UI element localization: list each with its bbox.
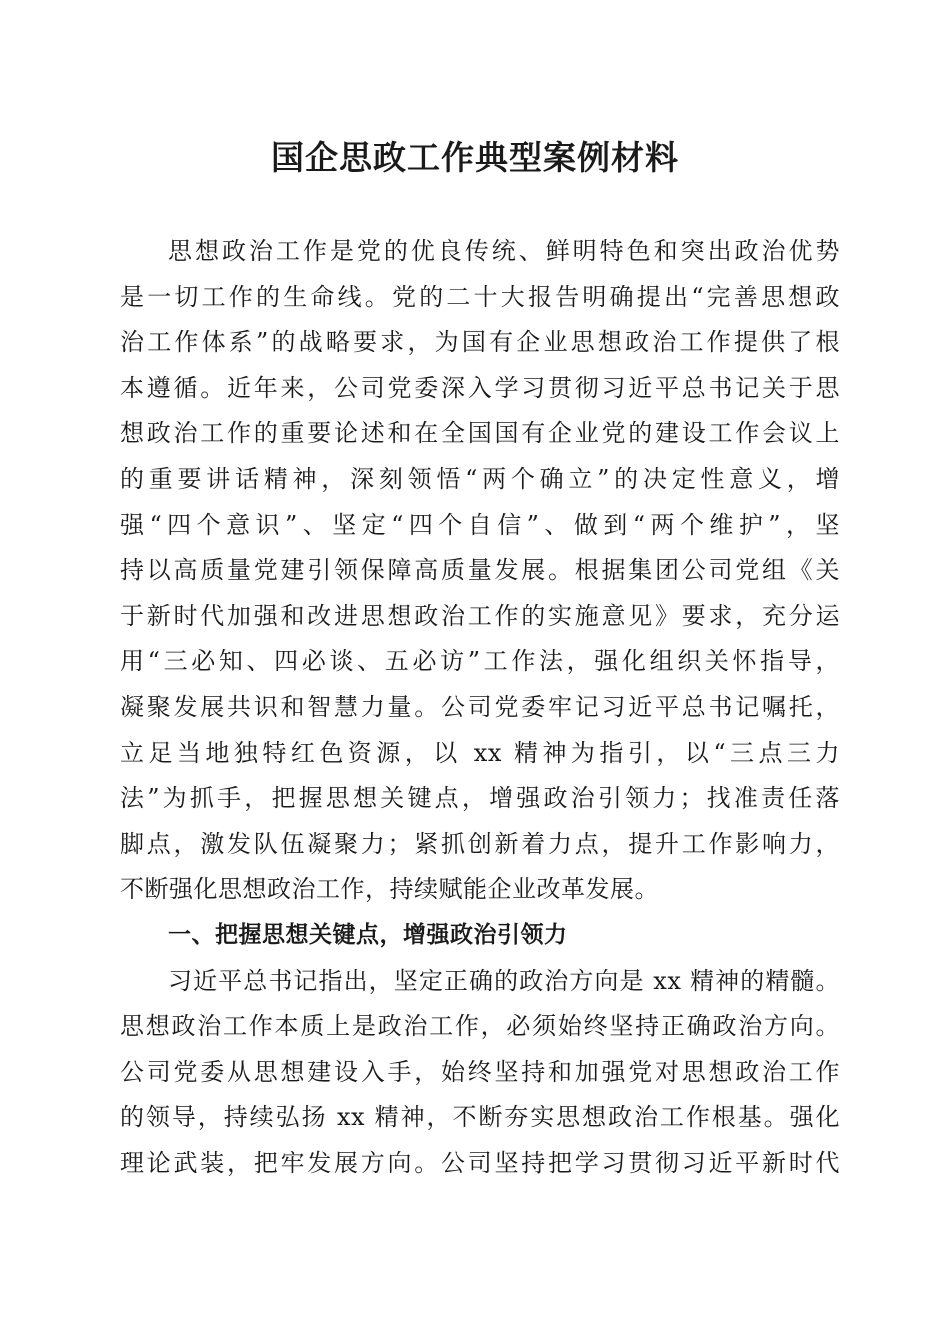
paragraph-line: 治工作体系”的战略要求，为国有企业思想政治工作提供了根 (120, 328, 840, 357)
paragraph-line: 脚点，激发队伍凝聚力；紧抓创新着力点，提升工作影响力， (120, 829, 840, 858)
paragraph-line: 的领导，持续弘扬 xx 精神，不断夯实思想政治工作根基。强化 (120, 1103, 840, 1132)
paragraph-line: 用“三必知、四必谈、五必访”工作法，强化组织关怀指导， (120, 647, 840, 676)
document-title: 国企思政工作典型案例材料 (271, 138, 679, 177)
paragraph-line: 想政治工作的重要论述和在全国国有企业党的建设工作会议上 (120, 419, 840, 448)
paragraph-line: 公司党委从思想建设入手，始终坚持和加强党对思想政治工作 (120, 1057, 840, 1086)
section-heading: 一、把握思想关键点，增强政治引领力 (168, 921, 568, 948)
document-body (120, 229, 840, 1186)
paragraph-line: 于新时代加强和改进思想政治工作的实施意见》要求，充分运 (120, 601, 840, 630)
paragraph-line: 凝聚发展共识和智慧力量。公司党委牢记习近平总书记嘱托， (120, 692, 840, 721)
paragraph-line: 思想政治工作本质上是政治工作，必须始终坚持正确政治方向。 (120, 1012, 840, 1041)
paragraph-line: 习近平总书记指出，坚定正确的政治方向是 xx 精神的精髓。 (168, 966, 840, 995)
paragraph-line: 不断强化思想政治工作，持续赋能企业改革发展。 (120, 875, 659, 904)
paragraph-line: 强“四个意识”、坚定“四个自信”、做到“两个维护”，坚 (120, 510, 840, 539)
paragraph-line: 法”为抓手，把握思想关键点，增强政治引领力；找准责任落 (120, 784, 840, 813)
paragraph-line: 思想政治工作是党的优良传统、鲜明特色和突出政治优势 (168, 237, 840, 265)
paragraph-line: 持以高质量党建引领保障高质量发展。根据集团公司党组《关 (120, 556, 840, 585)
paragraph-line: 的重要讲话精神，深刻领悟“两个确立”的决定性意义，增 (120, 464, 840, 493)
paragraph-line: 本遵循。近年来，公司党委深入学习贯彻习近平总书记关于思 (120, 373, 840, 402)
paragraph-line: 是一切工作的生命线。党的二十大报告明确提出“完善思想政 (120, 282, 840, 311)
paragraph-line: 理论武装，把牢发展方向。公司坚持把学习贯彻习近平新时代 (120, 1148, 840, 1177)
paragraph-line: 立足当地独特红色资源，以 xx 精神为指引，以“三点三力 (120, 738, 840, 767)
